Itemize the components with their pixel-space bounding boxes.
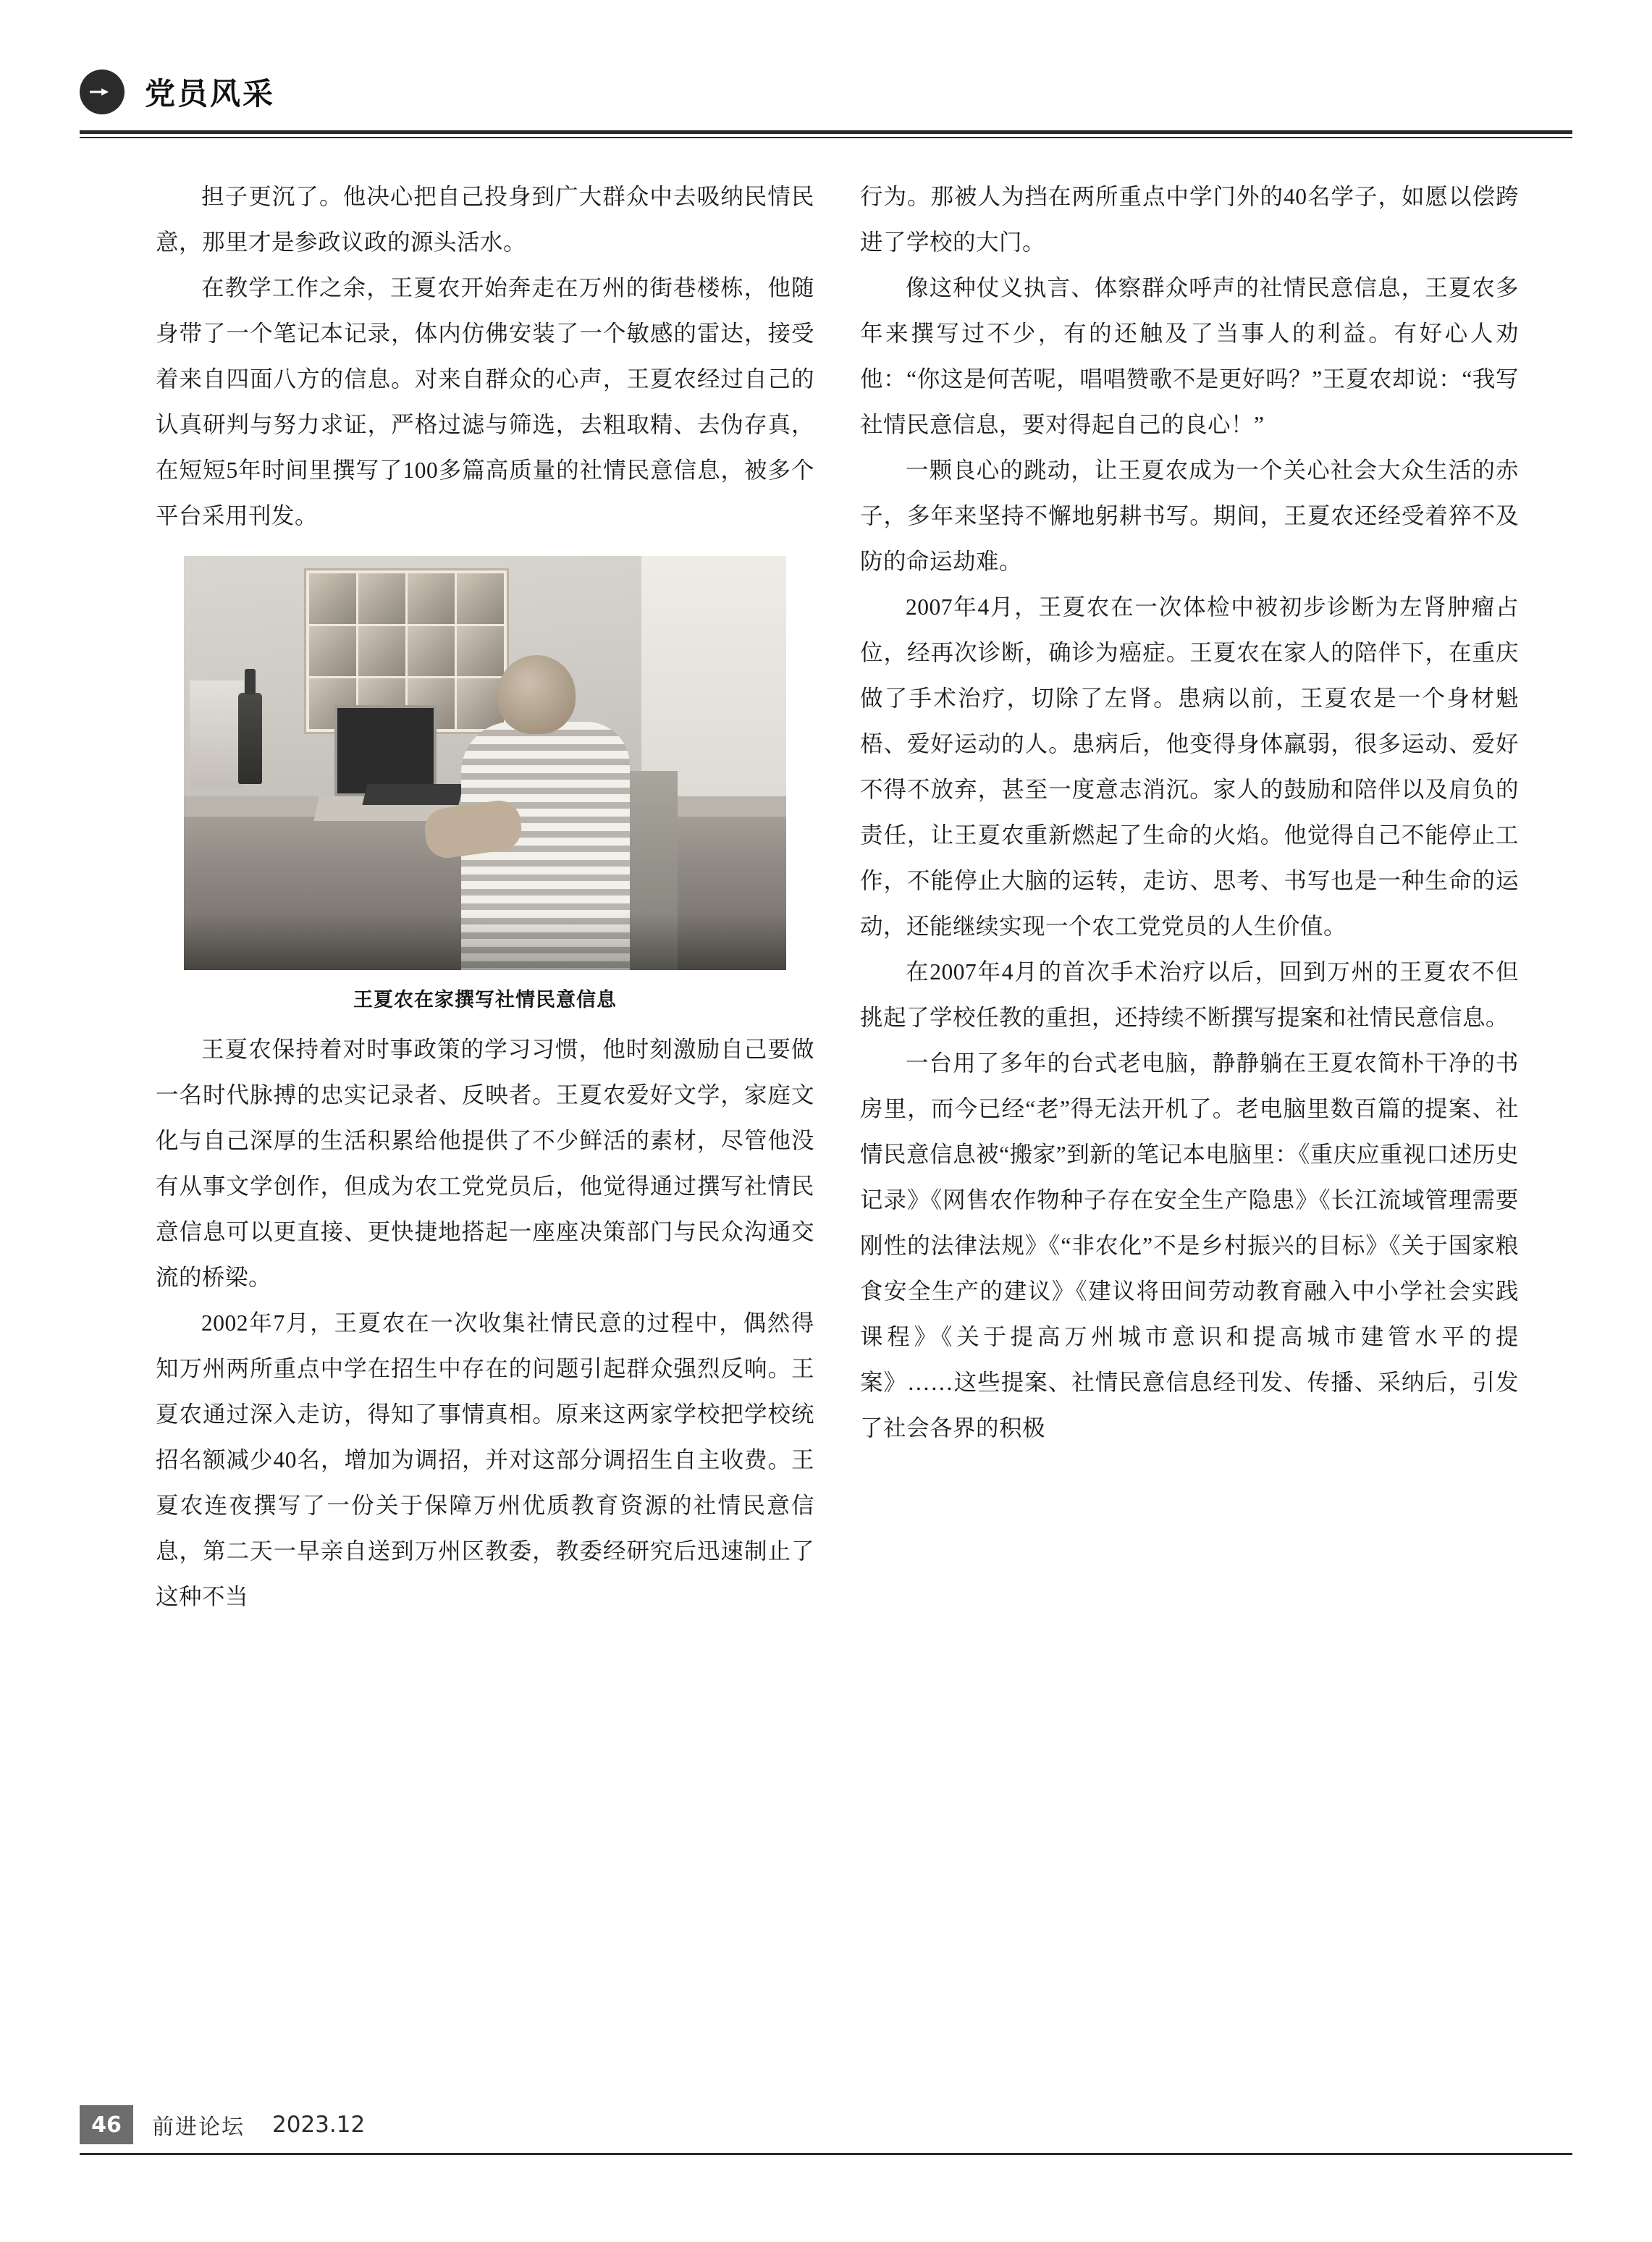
issue-date: 2023.12 bbox=[272, 2112, 366, 2138]
header-rule-thin bbox=[80, 137, 1572, 138]
paragraph: 2002年7月，王夏农在一次收集社情民意的过程中，偶然得知万州两所重点中学在招生中存在的问题引起群众强烈反响。王夏农通过深入走访，得知了事情真相。原来这两家学校把学校统招名额减少40名，增加为调招，并对这部分调招生自主收费。王夏农连夜撰写了一份关于保障万州优质教育资源的社情民意信息，第二天一早亲自送到万州区教委，教委经研究后迅速制止了这种不当 bbox=[156, 1310, 814, 1609]
section-title: 党员风采 bbox=[145, 76, 276, 111]
paragraph: 在教学工作之余，王夏农开始奔走在万州的街巷楼栋，他随身带了一个笔记本记录，体内仿佛安装了一个敏感的雷达，接受着来自四面八方的信息。对来自群众的心声，王夏农经过自己的认真研判与努力求证，严格过滤与筛选，去粗取精、去伪存真，在短短5年时间里撰写了100多篇高质量的社情民意信息，被多个平台采用刊发。 bbox=[156, 275, 814, 528]
photo-person-head bbox=[497, 655, 576, 734]
photo-shadow bbox=[184, 912, 786, 970]
page-number: 46 bbox=[80, 2105, 133, 2144]
paragraph: 担子更沉了。他决心把自己投身到广大群众中去吸纳民情民意，那里才是参政议政的源头活水。 bbox=[156, 184, 814, 255]
article-figure bbox=[156, 556, 814, 1019]
paragraph: 像这种仗义执言、体察群众呼声的社情民意信息，王夏农多年来撰写过不少，有的还触及了当事人的利益。有好心人劝他：“你这是何苦呢，唱唱赞歌不是更好吗？”王夏农却说：“我写社情民意信息，要对得起自己的良心！” bbox=[860, 275, 1519, 437]
header-inner bbox=[80, 64, 1572, 120]
photo-bottle bbox=[238, 693, 262, 784]
magazine-name: 前进论坛 bbox=[152, 2115, 245, 2140]
paragraph: 在2007年4月的首次手术治疗以后，回到万州的王夏农不但挑起了学校任教的重担，还持续不断撰写提案和社情民意信息。 bbox=[860, 959, 1519, 1030]
header-rule-thick bbox=[80, 130, 1572, 134]
page-footer bbox=[80, 2104, 1572, 2155]
paragraph: 一颗良心的跳动，让王夏农成为一个关心社会大众生活的赤子，多年来坚持不懈地躬耕书写。期间，王夏农还经受着猝不及防的命运劫难。 bbox=[860, 458, 1519, 574]
footer-inner bbox=[80, 2104, 1572, 2145]
figure-caption: 王夏农在家撰写社情民意信息 bbox=[353, 989, 617, 1011]
paragraph: 王夏农保持着对时事政策的学习习惯，他时刻激励自己要做一名时代脉搏的忠实记录者、反映者。王夏农爱好文学，家庭文化与自己深厚的生活积累给他提供了不少鲜活的素材，尽管他没有从事文学创作，但成为农工党党员后，他觉得通过撰写社情民意信息可以更直接、更快捷地搭起一座座决策部门与民众沟通交流的桥梁。 bbox=[156, 1037, 814, 1290]
photo-keyboard bbox=[362, 784, 463, 805]
paragraph: 行为。那被人为挡在两所重点中学门外的40名学子，如愿以偿跨进了学校的大门。 bbox=[860, 184, 1519, 255]
paragraph: 2007年4月，王夏农在一次体检中被初步诊断为左肾肿瘤占位，经再次诊断，确诊为癌症。王夏农在家人的陪伴下，在重庆做了手术治疗，切除了左肾。患病以前，王夏农是一个身材魁梧、爱好运动的人。患病后，他变得身体羸弱，很多运动、爱好不得不放弃，甚至一度意志消沉。家人的鼓励和陪伴以及肩负的责任，让王夏农重新燃起了生命的火焰。他觉得自己不能停止工作，不能停止大脑的运转，走访、思考、书写也是一种生命的运动，还能继续实现一个农工党党员的人生价值。 bbox=[860, 594, 1519, 939]
photo-bag bbox=[190, 680, 244, 788]
right-column bbox=[860, 174, 1519, 1451]
photo-laptop-screen bbox=[334, 705, 437, 796]
left-column bbox=[156, 174, 814, 1619]
footer-rule bbox=[80, 2153, 1572, 2155]
article-photo bbox=[184, 556, 786, 970]
page-header bbox=[80, 64, 1572, 133]
arrow-right-circle-icon bbox=[80, 69, 125, 114]
paragraph: 一台用了多年的台式老电脑，静静躺在王夏农简朴干净的书房里，而今已经“老”得无法开机了。老电脑里数百篇的提案、社情民意信息被“搬家”到新的笔记本电脑里：《重庆应重视口述历史记录》《网售农作物种子存在安全生产隐患》《长江流域管理需要刚性的法律法规》《“非农化”不是乡村振兴的目标》《关于国家粮食安全生产的建议》《建议将田间劳动教育融入中小学社会实践课程》《关于提高万州城市意识和提高城市建管水平的提案》……这些提案、社情民意信息经刊发、传播、采纳后，引发了社会各界的积极 bbox=[860, 1050, 1519, 1441]
